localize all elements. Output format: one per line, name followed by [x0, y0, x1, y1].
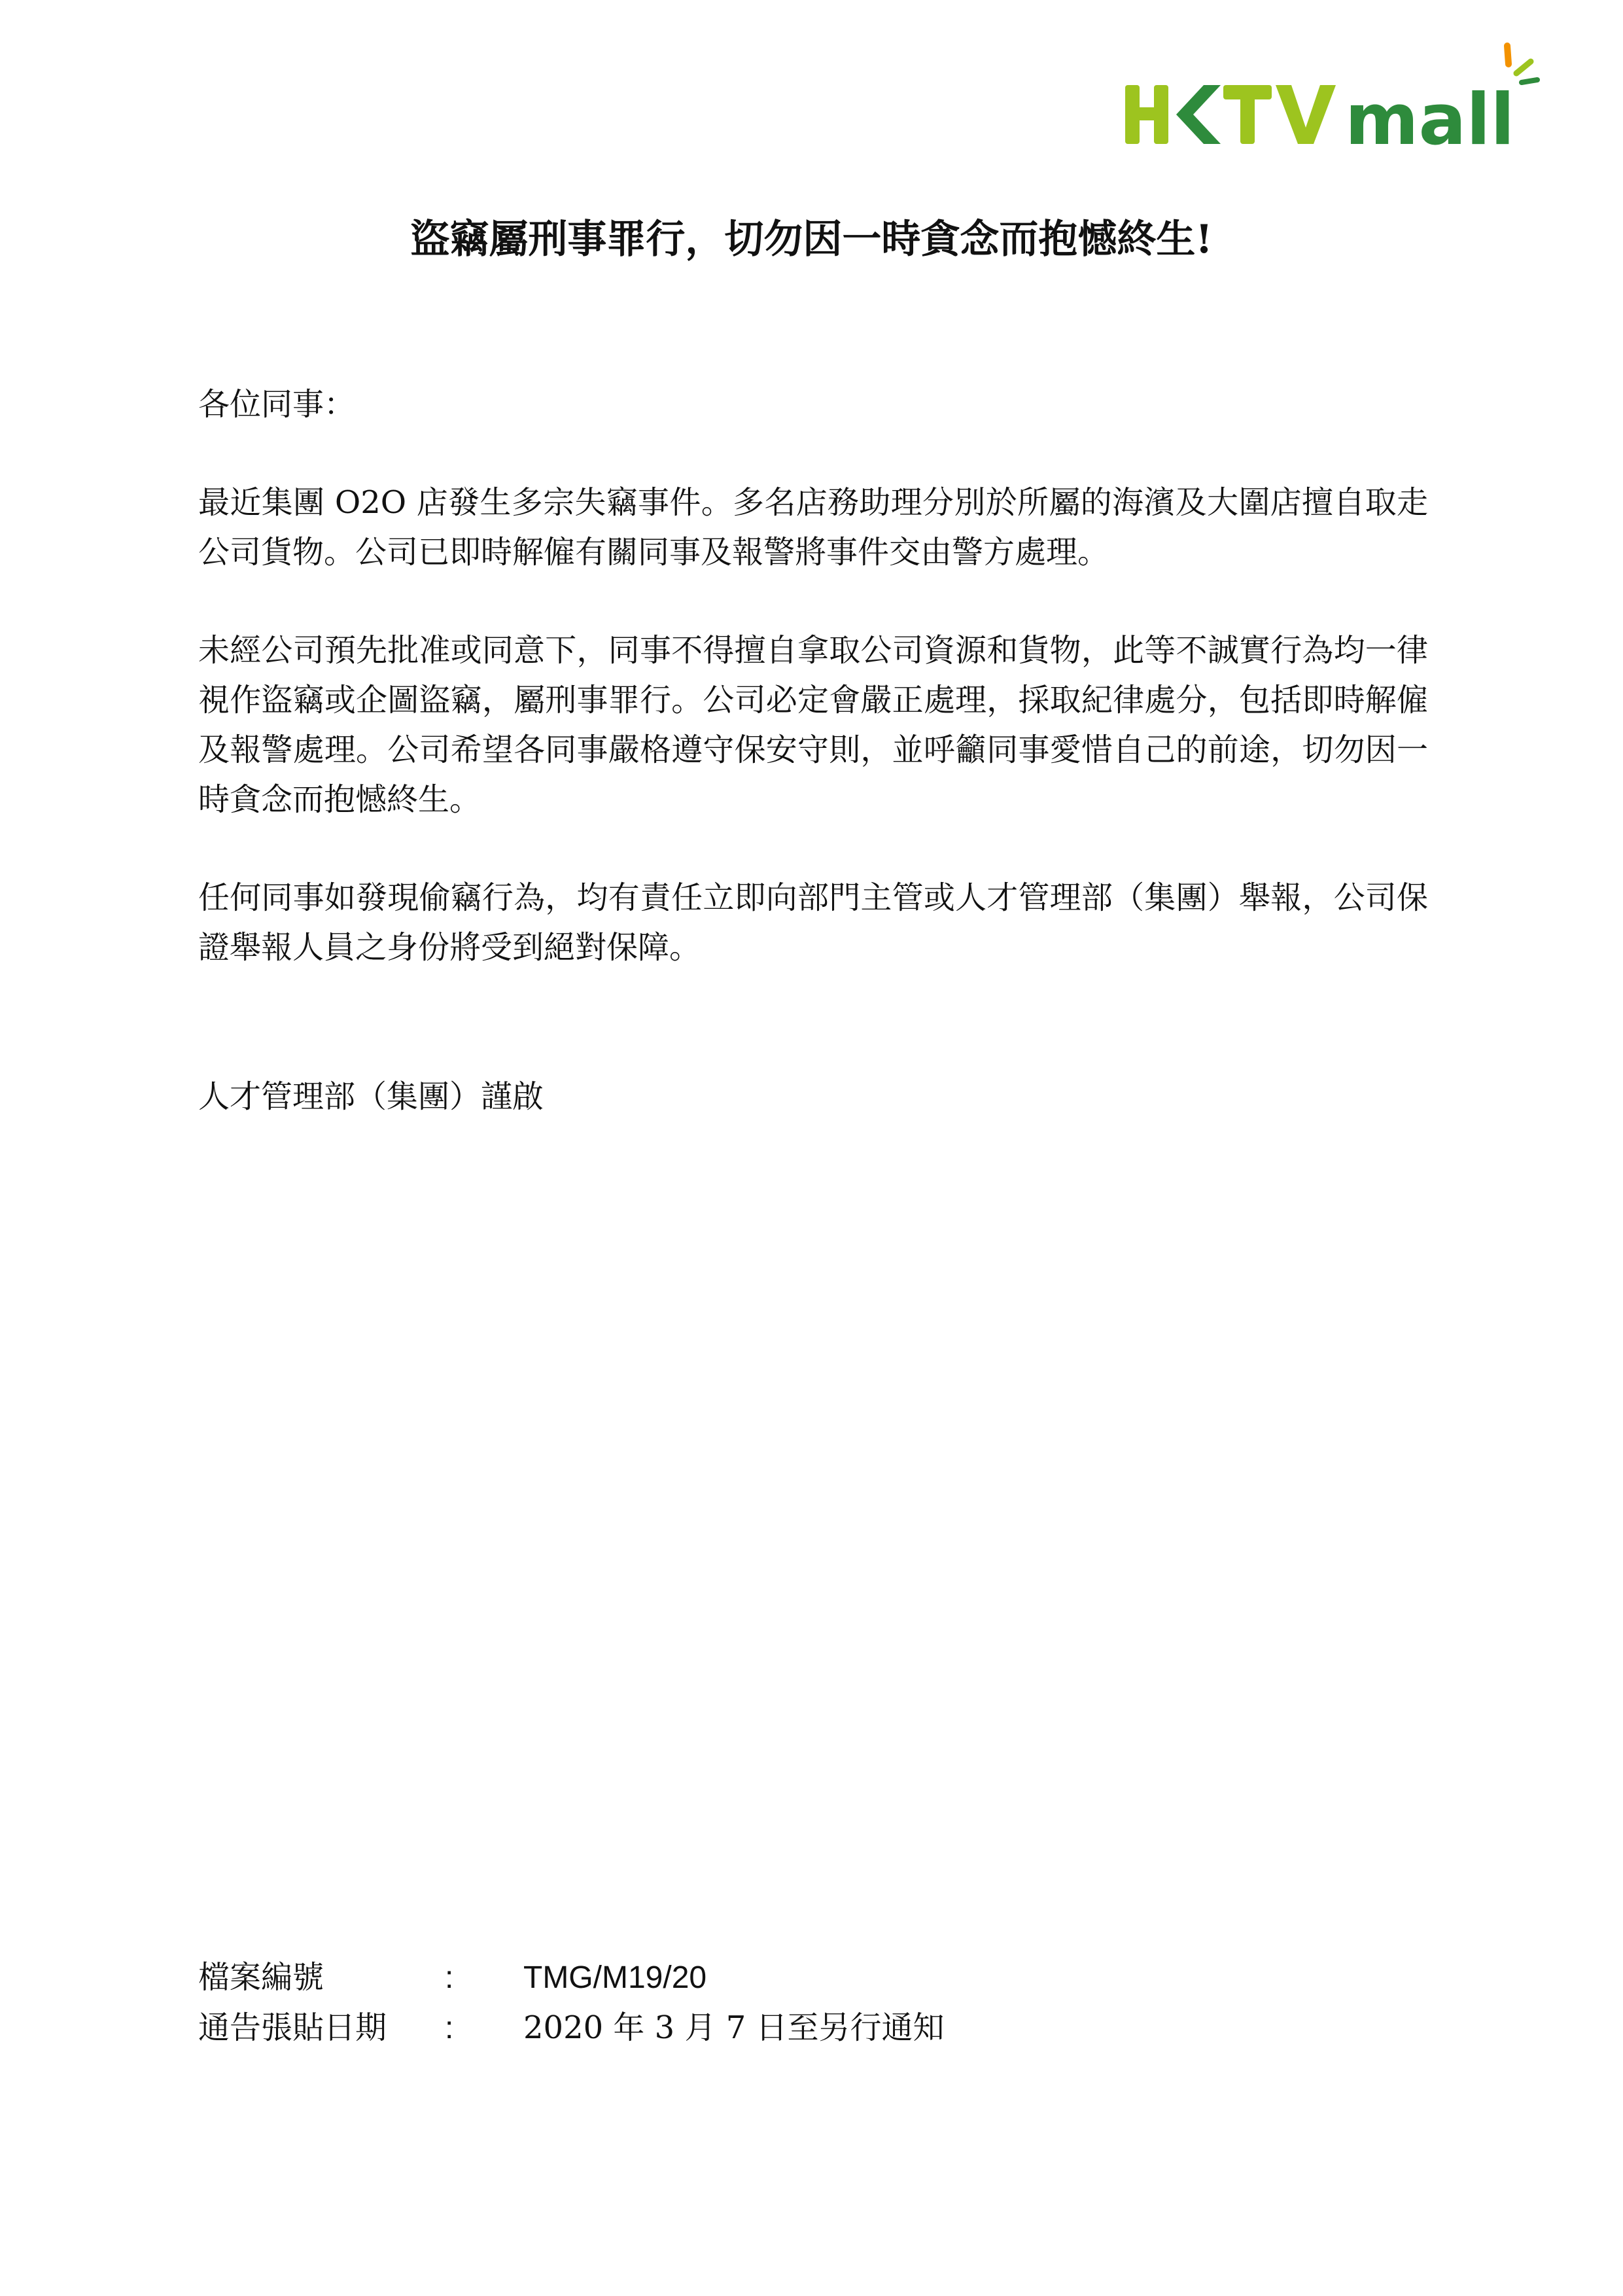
hktvmall-logo-graphic	[1112, 39, 1544, 157]
notice-footer	[198, 1952, 1441, 2053]
notice-body	[198, 380, 1428, 1170]
svg-text:mall: mall	[1345, 79, 1515, 157]
post-date-row	[198, 2003, 1441, 2053]
file-number-colon: :	[445, 1960, 454, 1995]
file-number-label: 檔案編號	[198, 1959, 324, 1996]
paragraph-incident: 最近集團 O2O 店發生多宗失竊事件。多名店務助理分別於所屬的海濱及大圍店擅自取走公司貨物。公司已即時解僱有關同事及報警將事件交由警方處理。	[198, 484, 1428, 571]
post-date-label: 通告張貼日期	[198, 2009, 387, 2046]
file-number-row	[198, 1952, 1441, 2003]
post-date-colon: :	[445, 2011, 454, 2045]
file-number-value: TMG/M19/20	[523, 1960, 707, 1995]
paragraph-reporting: 任何同事如發現偷竊行為，均有責任立即向部門主管或人才管理部（集團）舉報，公司保證舉報人員之身份將受到絕對保障。	[198, 879, 1428, 966]
paragraph-policy: 未經公司預先批准或同意下，同事不得擅自拿取公司資源和貨物，此等不誠實行為均一律視作盜竊或企圖盜竊，屬刑事罪行。公司必定會嚴正處理，採取紀律處分，包括即時解僱及報警處理。公司希望各同事嚴格遵守保安守則，並呼籲同事愛惜自己的前途，切勿因一時貪念而抱憾終生。	[198, 632, 1428, 818]
post-date-value: 2020 年 3 月 7 日至另行通知	[523, 2009, 945, 2046]
notice-title: 盜竊屬刑事罪行，切勿因一時貪念而抱憾終生!	[410, 217, 1213, 262]
salutation: 各位同事：	[198, 386, 356, 423]
signature: 人才管理部（集團）謹啟	[198, 1078, 544, 1115]
hktvmall-logo	[1112, 39, 1544, 157]
